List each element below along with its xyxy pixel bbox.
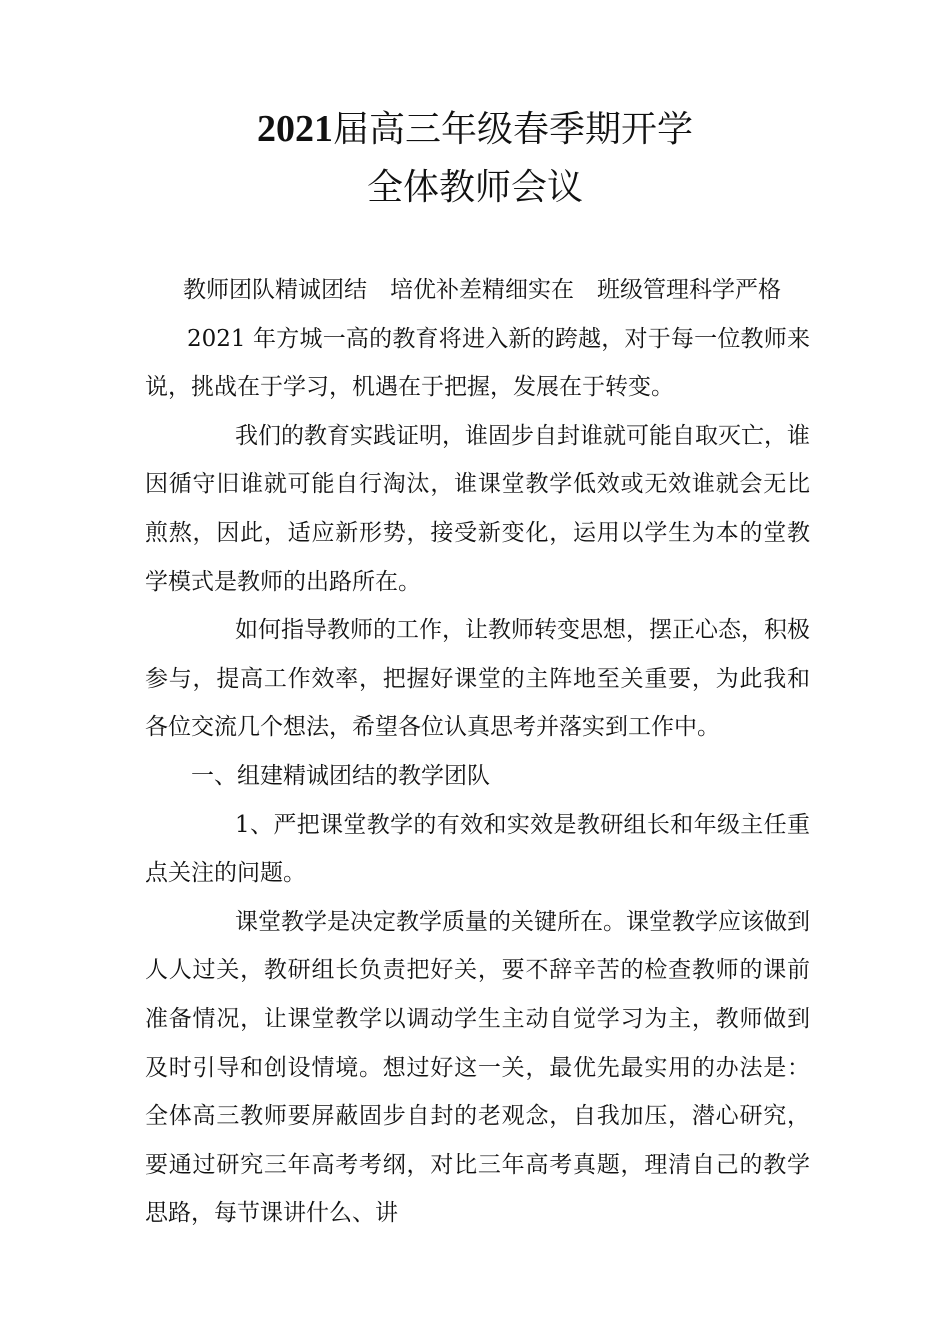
title-line-1 [0, 100, 950, 159]
paragraph-point-1: 1、严把课堂教学的有效和实效是教研组长和年级主任重点关注的问题。 [145, 811, 810, 887]
title-line-1-text: 届高三年级春季期开学 [332, 109, 693, 150]
paragraph-practice: 我们的教育实践证明，谁固步自封谁就可能自取灭亡，谁因循守旧谁就可能自行淘汰，谁课堂教学低效或无效谁就会无比煎熬，因此，适应新形势，接受新变化，运用以学生为本的堂教学模式是教师的出路所在。 [145, 422, 810, 595]
document-title [0, 100, 950, 217]
paragraph-classroom: 课堂教学是决定教学质量的关键所在。课堂教学应该做到人人过关，教研组长负责把好关，要不辞辛苦的检查教师的课前准备情况，让课堂教学以调动学生主动自觉学习为主，教师做到及时引导和创设情境。想过好这一关，最优先最实用的办法是：全体高三教师要屏蔽固步自封的老观念，自我加压，潜心研究，要通过研究三年高考考纲，对比三年高考真题，理清自己的教学思路，每节课讲什么、讲 [145, 908, 810, 1227]
paragraph-guidance: 如何指导教师的工作，让教师转变思想，摆正心态，积极参与，提高工作效率，把握好课堂的主阵地至关重要，为此我和各位交流几个想法，希望各位认真思考并落实到工作中。 [145, 617, 810, 741]
title-year: 2021 [256, 108, 333, 150]
paragraph-intro: 2021 年方城一高的教育将进入新的跨越，对于每一位教师来说，挑战在于学习，机遇在于把握，发展在于转变。 [145, 325, 810, 401]
document-subtitle: 教师团队精诚团结 培优补差精细实在 班级管理科学严格 [183, 277, 781, 303]
title-line-2: 全体教师会议 [366, 167, 583, 208]
document-body [145, 266, 810, 1238]
section-heading-1: 一、组建精诚团结的教学团队 [191, 762, 490, 789]
